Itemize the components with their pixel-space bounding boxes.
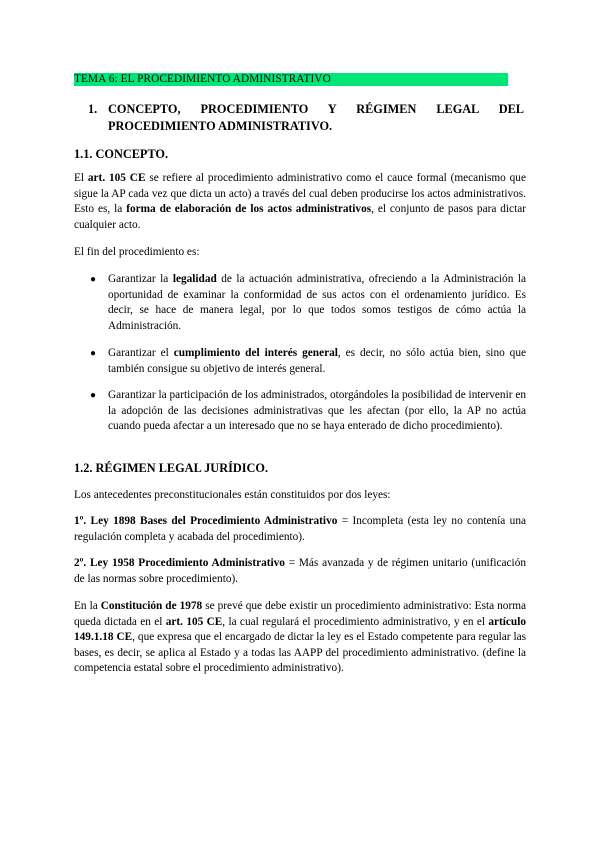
text-run: , la cual regulará el procedimiento administrativo, y en el bbox=[222, 615, 489, 628]
text-run: = Más avanzada y de régimen unitario (unificación de las normas sobre procedimiento). bbox=[74, 557, 526, 585]
bold-run: cumplimiento del interés general bbox=[173, 347, 338, 359]
purpose-intro: El fin del procedimiento es: bbox=[74, 246, 200, 258]
law-1958-paragraph bbox=[74, 556, 526, 587]
list-item-legality bbox=[108, 272, 526, 334]
bullet-icon: ● bbox=[90, 348, 97, 359]
main-heading bbox=[88, 101, 524, 135]
concept-paragraph bbox=[74, 171, 526, 233]
main-heading-text: CONCEPTO, PROCEDIMIENTO Y RÉGIMEN LEGAL DEL PROCEDIMIENTO ADMINISTRATIVO. bbox=[108, 102, 524, 133]
text-run: , es decir, no sólo actúa bien, sino que también consigue su objetivo de interés general. bbox=[108, 347, 526, 375]
bullet-icon: ● bbox=[90, 390, 97, 401]
text-run: El bbox=[74, 172, 88, 184]
bold-run: 2º. Ley 1958 Procedimiento Administrativo bbox=[74, 557, 285, 569]
constitution-paragraph bbox=[74, 599, 526, 677]
text-run: se refiere al procedimiento administrativo como el cauce formal (mecanismo que sigue la AP cada vez que dicta un acto) a través del cual deben producirse los actos administrativos. Esto es, la bbox=[74, 172, 526, 216]
text-run: En la bbox=[74, 600, 101, 612]
text-run: Garantizar el bbox=[108, 347, 174, 359]
text-run: se prevé que debe existir un procedimiento administrativo: Esta norma queda dictada en el bbox=[74, 600, 527, 628]
text-run: = Incompleta (esta ley no contenía una regulación completa y acabada del procedimiento). bbox=[74, 515, 526, 543]
text-run: , que expresa que el encargado de dictar la ley es el Estado competente para regular las bases, es decir, se aplica al Estado y a todas las AAPP del procedimiento administrativo. (define la competencia estatal sobre el procedimiento administrativo). bbox=[74, 631, 526, 675]
main-heading-number: 1. bbox=[88, 102, 98, 116]
bold-run: art. 105 CE bbox=[87, 172, 146, 184]
list-item-participation: Garantizar la participación de los administrados, otorgándoles la posibilidad de intervenir en la adopción de las decisiones administrativas que les afectan (por ello, la AP no actúa cuando pueda afectar a un interesado que no se haya enterado de dicho procedimiento). bbox=[108, 389, 526, 433]
text-run: de la actuación administrativa, ofreciendo a la Administración la oportunidad de examinar la conformidad de sus actos con el ordenamiento jurídico. Es decir, se hace de manera legal, por lo que todos somos testigos de cómo actúa la Administración. bbox=[108, 273, 526, 332]
antecedents-intro: Los antecedentes preconstitucionales están constituidos por dos leyes: bbox=[74, 489, 391, 501]
bold-run: art. 105 CE bbox=[165, 615, 223, 628]
text-run: Garantizar la bbox=[108, 273, 173, 285]
bold-run: Constitución de 1978 bbox=[100, 600, 203, 612]
bold-run: artículo 149.1.18 CE bbox=[74, 615, 526, 644]
chapter-banner: TEMA 6: EL PROCEDIMIENTO ADMINISTRATIVO bbox=[74, 73, 508, 86]
section-1-2-title: 1.2. RÉGIMEN LEGAL JURÍDICO. bbox=[74, 461, 269, 475]
bold-run: legalidad bbox=[172, 273, 217, 285]
text-run: , el conjunto de pasos para dictar cualquier acto. bbox=[74, 203, 526, 231]
bullet-icon: ● bbox=[90, 274, 97, 285]
section-1-1-title: 1.1. CONCEPTO. bbox=[74, 147, 169, 161]
list-item-general-interest bbox=[108, 346, 526, 377]
law-1898-paragraph bbox=[74, 514, 526, 545]
bold-run: 1º. Ley 1898 Bases del Procedimiento Administrativo bbox=[74, 515, 338, 527]
bold-run: forma de elaboración de los actos administrativos bbox=[126, 203, 372, 216]
